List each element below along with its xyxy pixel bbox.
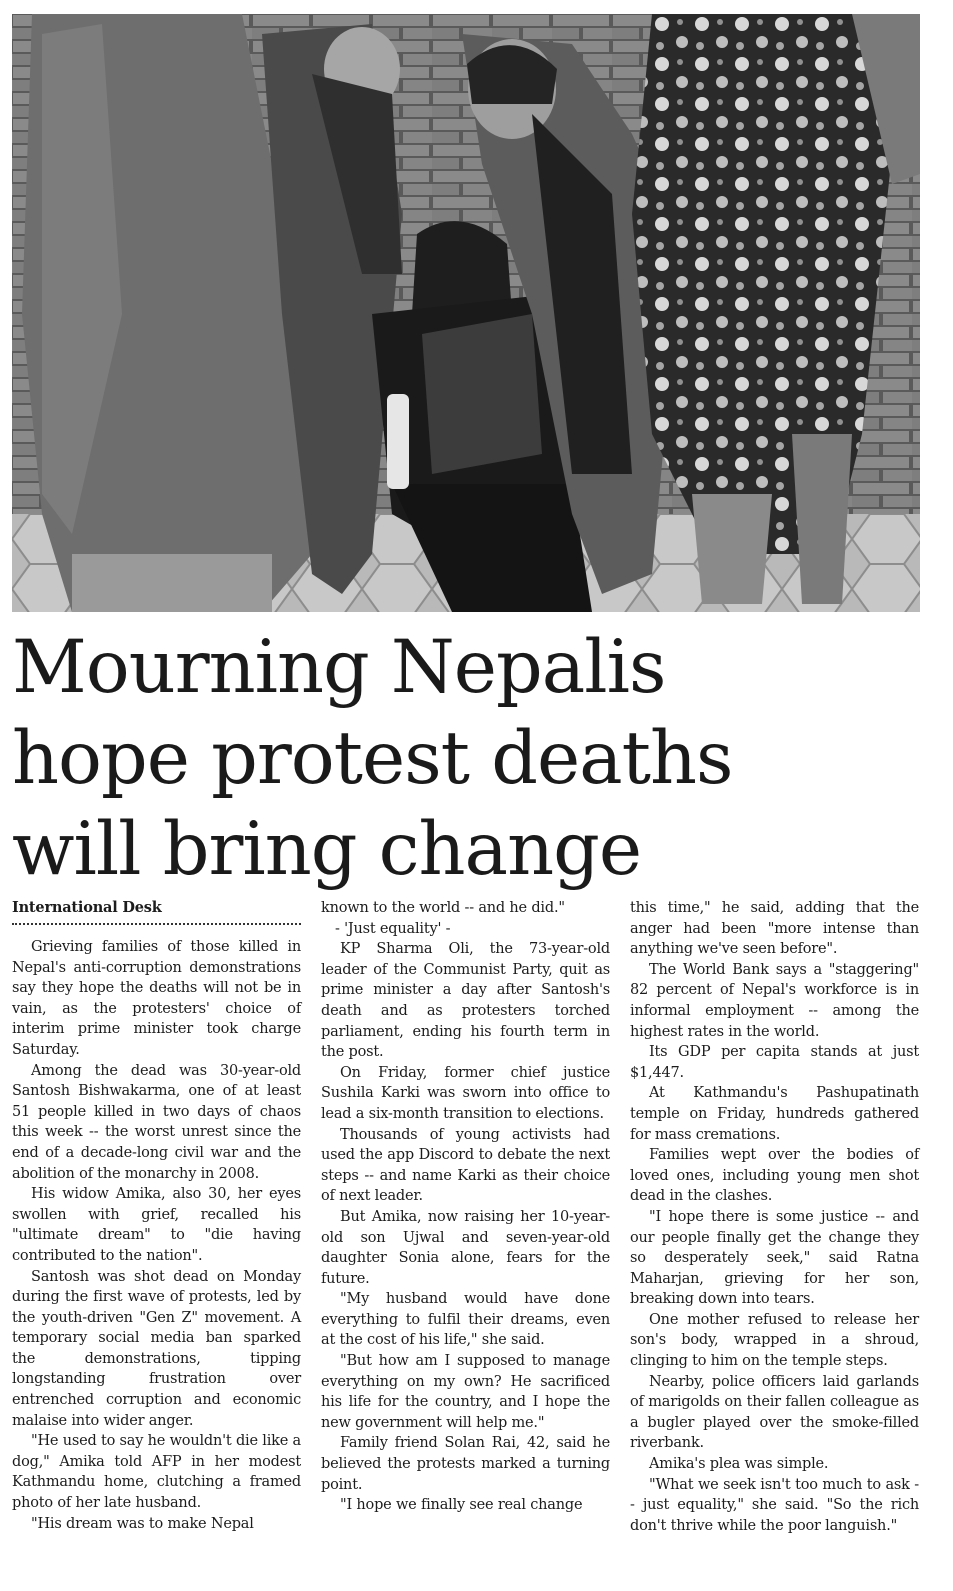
paragraph: His widow Amika, also 30, her eyes swollen with grief, recalled his "ultimate dream" to "die having contributed to the nation". <box>12 1186 301 1264</box>
paragraph: Nearby, police officers laid garlands of marigolds on their fallen colleague as a bugler played over the smoke-filled riverbank. <box>630 1373 919 1452</box>
paragraph: But Amika, now raising her 10-year-old son Ujwal and seven-year-old daughter Sonia alone, fears for the future. <box>321 1208 610 1287</box>
news-photo <box>12 14 920 612</box>
mourners-photo-illustration <box>12 14 920 612</box>
paragraph: "But how am I supposed to manage everything on my own? He sacrificed his life for the country, and I hope the new government will help me." <box>321 1353 610 1431</box>
article-column-2 <box>321 898 610 1516</box>
headline <box>12 622 932 895</box>
paragraph: "I hope we finally see real change <box>340 1497 583 1514</box>
paragraph: At Kathmandu's Pashupatinath temple on Friday, hundreds gathered for mass cremations. <box>630 1085 919 1143</box>
paragraph: "My husband would have done everything to fulfil their dreams, even at the cost of his life," she said. <box>321 1291 610 1349</box>
paragraph: On Friday, former chief justice Sushila Karki was sworn into office to lead a six-month transition to elections. <box>321 1064 610 1122</box>
paragraph: Its GDP per capita stands at just $1,447. <box>630 1044 919 1081</box>
paragraph: KP Sharma Oli, the 73-year-old leader of the Communist Party, quit as prime minister a day after Santosh's death and as protesters torched parliament, ending his fourth term in the post. <box>321 941 610 1061</box>
headline-line-2: hope protest deaths <box>12 716 733 801</box>
paragraph: Amika's plea was simple. <box>649 1456 829 1473</box>
article-column-3 <box>630 898 919 1536</box>
paragraph: "He used to say he wouldn't die like a dog," Amika told AFP in her modest Kathmandu home, clutching a framed photo of her late husband. <box>12 1433 301 1512</box>
paragraph: Grieving families of those killed in Nepal's anti-corruption demonstrations say they hope the deaths will not be in vain, as the protesters' choice of interim prime minister took charge Saturday. <box>12 939 301 1058</box>
headline-line-1: Mourning Nepalis <box>12 625 666 710</box>
article-column-1 <box>12 898 301 1534</box>
paragraph: Thousands of young activists had used the app Discord to debate the next steps -- and name Karki as their choice of next leader. <box>321 1126 610 1205</box>
paragraph: The World Bank says a "staggering" 82 percent of Nepal's workforce is in informal employment -- among the highest rates in the world. <box>630 961 919 1040</box>
paragraph: Family friend Solan Rai, 42, said he believed the protests marked a turning point. <box>321 1435 610 1493</box>
paragraph: this time," he said, adding that the anger had been "more intense than anything we've seen before". <box>630 900 919 958</box>
paragraph: Santosh was shot dead on Monday during the first wave of protests, led by the youth-driven "Gen Z" movement. A temporary social media ban sparked the demonstrations, tipping longstanding frustration over entrenched corruption and economic malaise into wider anger. <box>12 1268 301 1429</box>
byline: International Desk <box>12 898 301 925</box>
paragraph: known to the world -- and he did." <box>321 900 565 916</box>
paragraph: "His dream was to make Nepal <box>31 1515 254 1532</box>
paragraph: Families wept over the bodies of loved ones, including young men shot dead in the clashes. <box>630 1147 919 1205</box>
subheading: - 'Just equality' - <box>335 920 451 937</box>
paragraph: "What we seek isn't too much to ask -- just equality," she said. "So the rich don't thrive while the poor languish." <box>630 1476 919 1534</box>
paragraph: One mother refused to release her son's body, wrapped in a shroud, clinging to him on the temple steps. <box>630 1311 919 1370</box>
headline-line-3: will bring change <box>12 807 642 892</box>
paragraph: "I hope there is some justice -- and our people finally get the change they so desperately seek," said Ratna Maharjan, grieving for her son, breaking down into tears. <box>630 1208 919 1308</box>
paragraph: Among the dead was 30-year-old Santosh Bishwakarma, one of at least 51 people killed in two days of chaos this week -- the worst unrest since the end of a decade-long civil war and the abolition of the monarchy in 2008. <box>12 1062 301 1182</box>
